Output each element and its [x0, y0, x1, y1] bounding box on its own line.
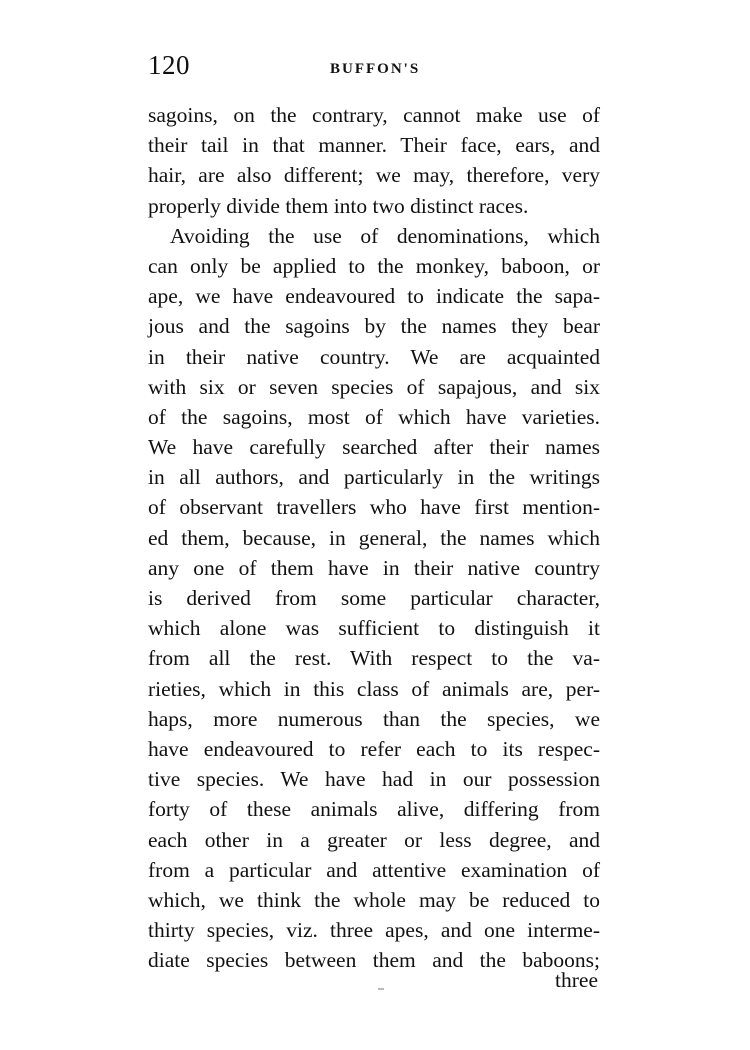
text-line: We have carefully searched after their names [148, 435, 600, 460]
text-line: sagoins, on the contrary, cannot make use of [148, 103, 600, 127]
text-line: rieties, which in this class of animals are, per- [148, 676, 600, 701]
body-text [148, 100, 600, 975]
text-line: which, we think the whole may be reduced to [148, 887, 600, 912]
text-line: their tail in that manner. Their face, ears, and [148, 133, 600, 158]
text-line: with six or seven species of sapajous, and six [148, 374, 600, 399]
text-line: which alone was sufficient to distinguish it [148, 616, 600, 641]
text-line: of the sagoins, most of which have varieties. [148, 404, 600, 429]
text-line: hair, are also different; we may, therefore, very [148, 163, 600, 188]
text-line: is derived from some particular character, [148, 586, 600, 610]
text-line: have endeavoured to refer each to its respec- [148, 736, 600, 761]
text-line: in their native country. We are acquainted [148, 344, 600, 369]
text-line: tive species. We have had in our possession [148, 767, 600, 792]
catchword: three [555, 968, 598, 992]
text-line: ape, we have endeavoured to indicate the sapa- [148, 284, 600, 309]
text-line: jous and the sagoins by the names they bear [148, 314, 600, 339]
running-head: BUFFON'S [330, 61, 421, 77]
text-line: ed them, because, in general, the names which [148, 525, 600, 550]
page-mark [378, 988, 384, 990]
text-line: diate species between them and the baboons; [148, 948, 600, 973]
text-line: can only be applied to the monkey, baboon, or [148, 253, 600, 278]
text-line: in all authors, and particularly in the writings [148, 465, 600, 490]
text-line: from a particular and attentive examination of [148, 857, 600, 882]
text-line: any one of them have in their native country [148, 555, 600, 580]
text-line: Avoiding the use of denominations, which [170, 223, 600, 248]
text-line: forty of these animals alive, differing from [148, 797, 600, 822]
text-line: haps, more numerous than the species, we [148, 706, 600, 731]
text-line: thirty species, viz. three apes, and one interme- [148, 918, 600, 943]
page-number: 120 [148, 50, 190, 80]
text-line: from all the rest. With respect to the va- [148, 646, 600, 671]
text-line: each other in a greater or less degree, and [148, 827, 600, 852]
text-line: properly divide them into two distinct races. [148, 193, 529, 218]
text-line: of observant travellers who have first mention- [148, 495, 600, 520]
